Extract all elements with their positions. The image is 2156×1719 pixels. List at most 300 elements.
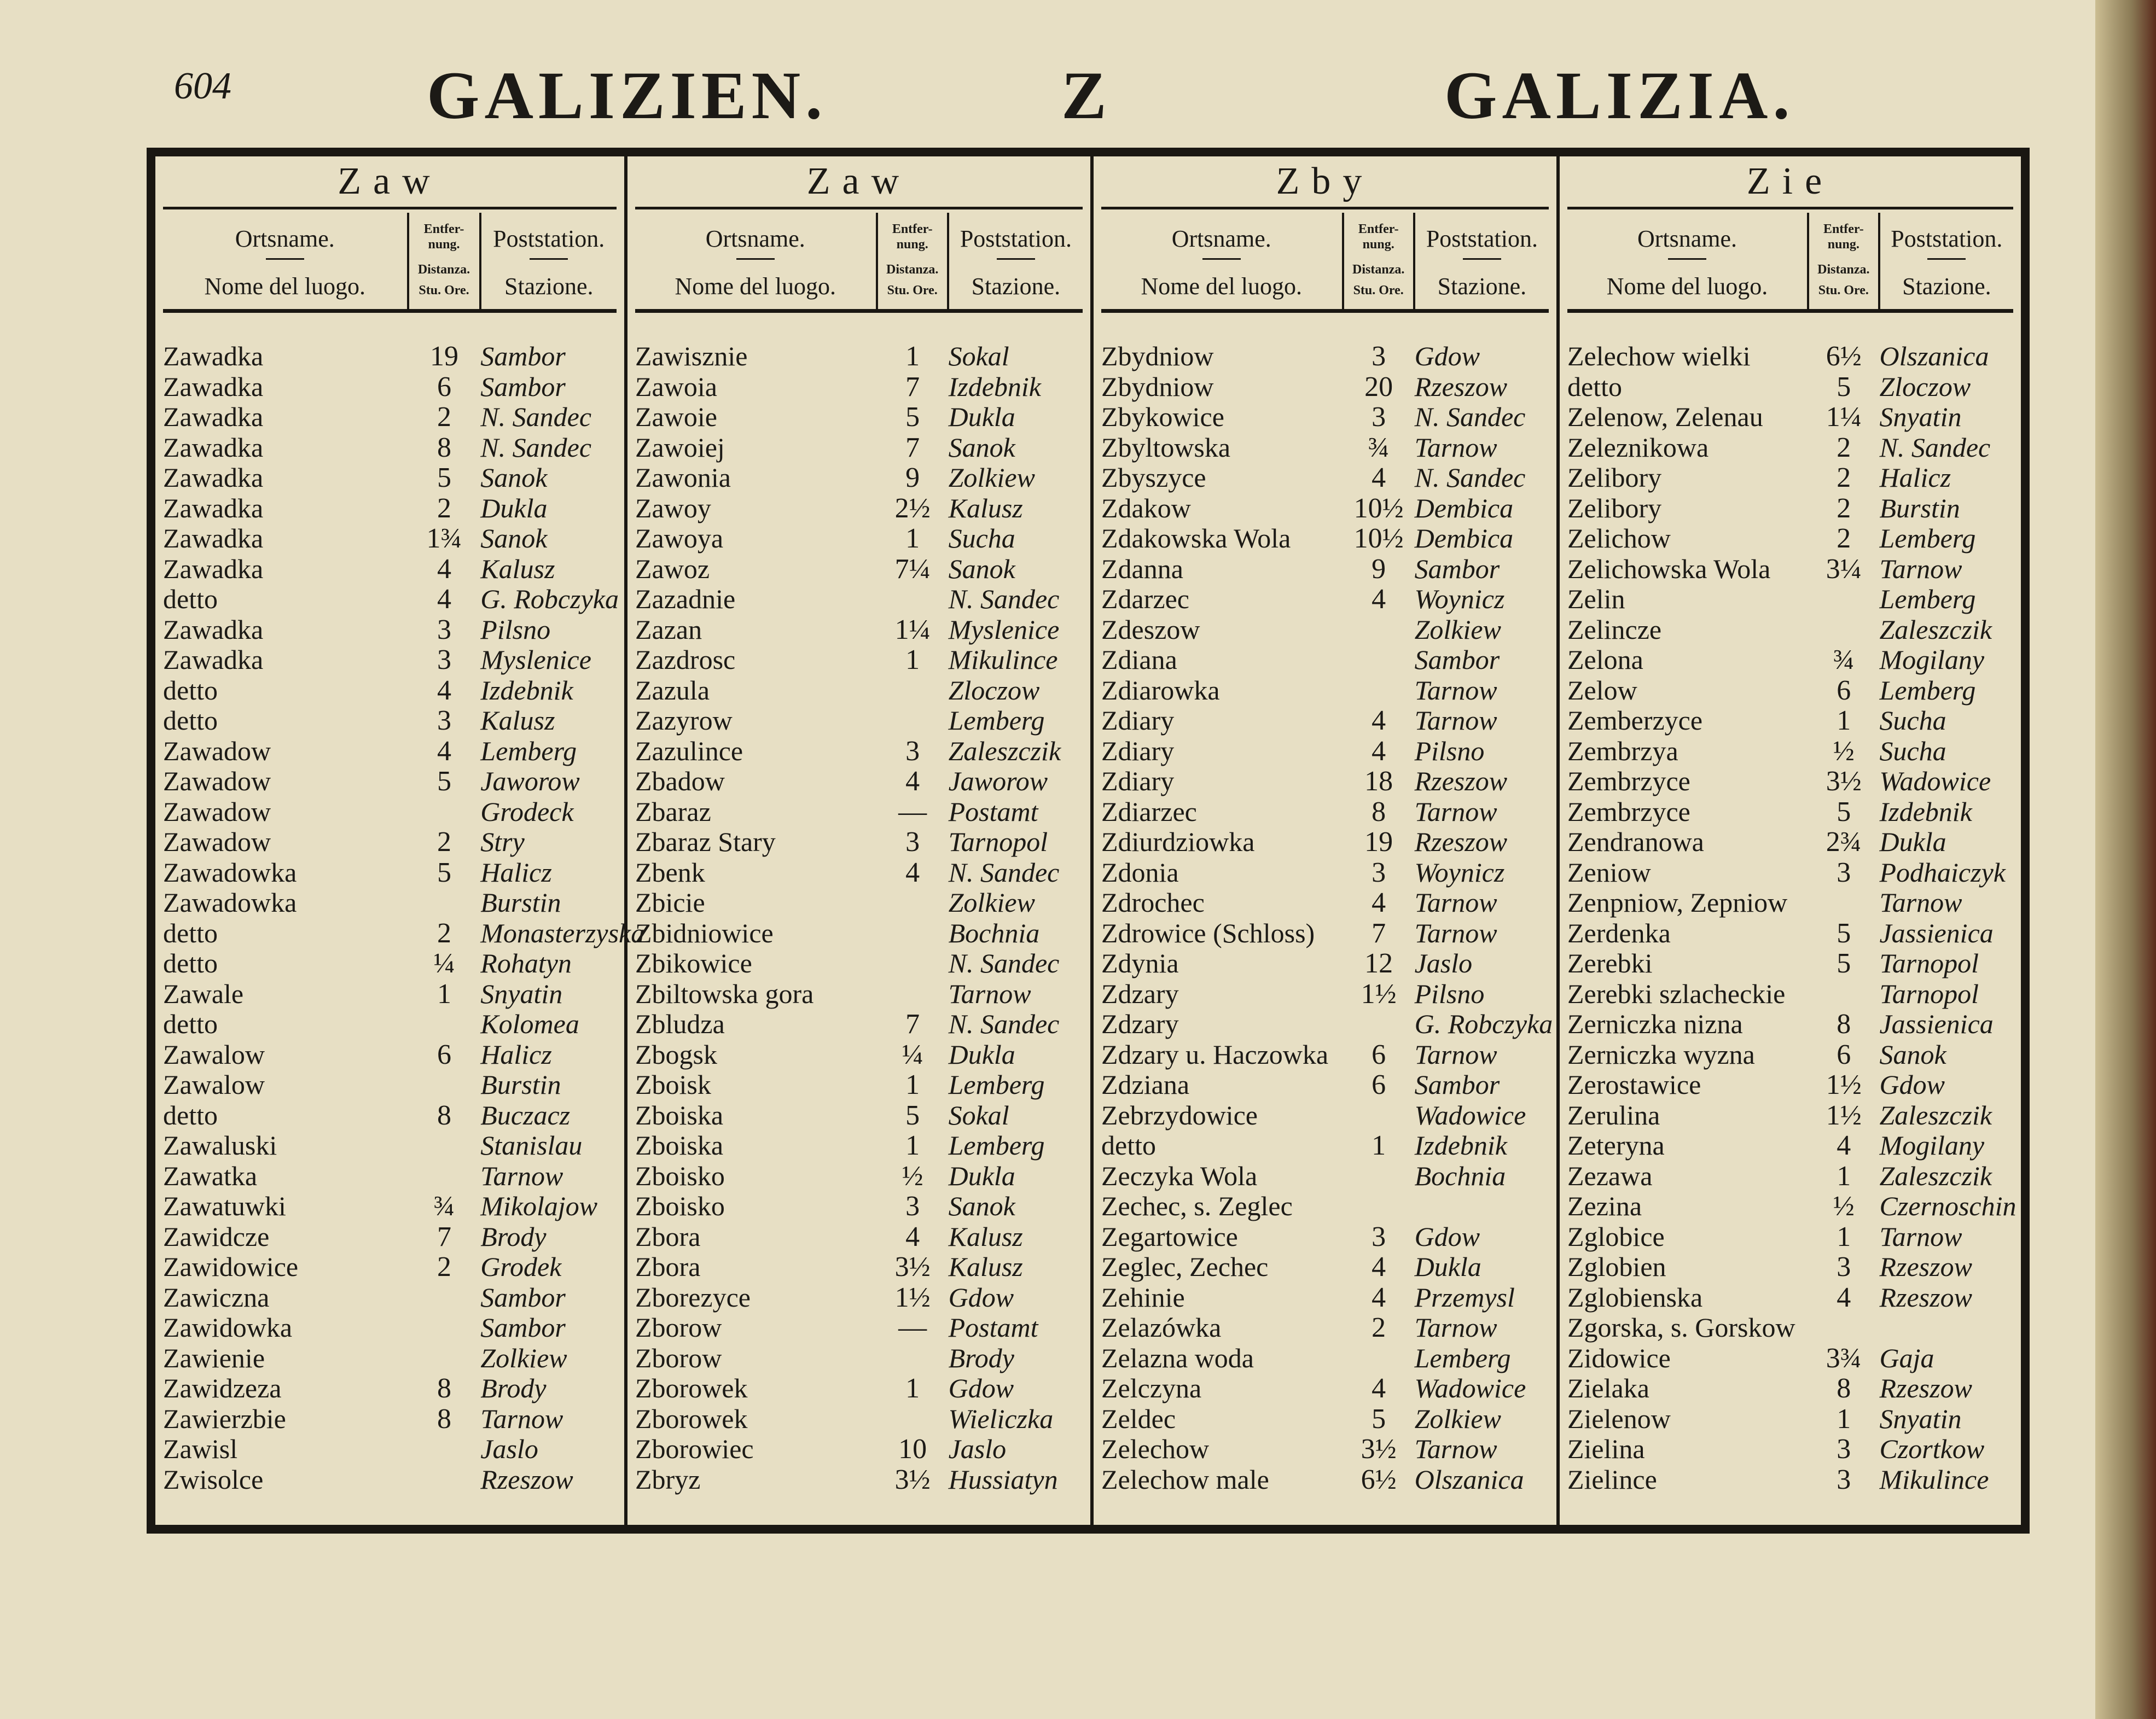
place-name: Zwisolce (163, 1464, 264, 1495)
place-name-header-it: Nome del luogo. (675, 273, 836, 300)
distance: 5 (905, 1099, 920, 1131)
post-station: Lemberg (1879, 584, 1976, 614)
table-row (1567, 1040, 2013, 1070)
distance (408, 1434, 481, 1465)
place-name: Zegartowice (1101, 1221, 1238, 1252)
post-station: Rzeszow (1414, 766, 1508, 796)
distance: 5 (1837, 796, 1851, 828)
table-row (635, 1373, 1083, 1404)
place-name: detto (163, 674, 218, 706)
distance: 3 (905, 735, 920, 767)
place-name: Zawisznie (635, 341, 748, 371)
table-row (1567, 827, 2013, 858)
post-station: Lemberg (948, 1069, 1045, 1100)
place-name: Zglobice (1567, 1221, 1665, 1252)
distance: 4 (1372, 705, 1386, 736)
place-name: detto (163, 948, 218, 978)
table-row (1101, 1191, 1549, 1222)
distance (1808, 615, 1879, 645)
place-name: Zbora (635, 1221, 701, 1252)
distance-header-units: Stu. Ore. (887, 283, 938, 298)
place-name: Zerostawice (1567, 1069, 1701, 1100)
page-edge (2095, 0, 2156, 1719)
post-station: Sanok (1879, 1039, 1946, 1070)
table-row (163, 645, 617, 675)
table-row (163, 797, 617, 828)
place-name: Zidowice (1567, 1342, 1671, 1373)
post-station-header (1880, 213, 2013, 309)
place-name: Zdzary u. Haczowka (1101, 1039, 1329, 1070)
distance-header-it: Distanza. (886, 263, 939, 277)
post-station: Rzeszow (1414, 826, 1508, 857)
post-station-header-de: Poststation. (493, 225, 605, 252)
distance (408, 1009, 481, 1040)
table-row (635, 888, 1083, 918)
place-name: Zbora (635, 1251, 701, 1282)
distance (408, 1283, 481, 1313)
post-station: Burstin (480, 1069, 561, 1100)
place-name: Zbidniowice (635, 917, 774, 948)
place-name: Zelechow wielki (1567, 341, 1751, 371)
table-row (163, 888, 617, 918)
place-name: Zeldec (1101, 1403, 1176, 1434)
place-name-header-it: Nome del luogo. (1141, 273, 1303, 300)
place-name: Zawadowka (163, 887, 297, 918)
table-row (635, 1343, 1083, 1374)
place-name: Zgorska, s. Gorskow (1567, 1312, 1795, 1343)
post-station: Sokal (948, 1099, 1009, 1131)
table-row (163, 948, 617, 979)
distance (408, 1070, 481, 1100)
place-name: Zeniow (1567, 856, 1651, 888)
post-station: Postamt (948, 1312, 1038, 1343)
table-row (163, 1283, 617, 1313)
table-row (1567, 402, 2013, 433)
table-row (1567, 948, 2013, 979)
table-row (163, 615, 617, 645)
distance: 2 (437, 917, 451, 949)
post-station: Sanok (480, 523, 548, 553)
table-row (635, 675, 1083, 706)
post-station: Olszanica (1414, 1464, 1524, 1495)
distance (1808, 1313, 1879, 1343)
table-row (1567, 736, 2013, 767)
table-row (635, 645, 1083, 675)
table-row (1101, 1222, 1549, 1252)
post-station: Lemberg (948, 1130, 1045, 1161)
distance: 5 (1837, 917, 1851, 949)
distance (877, 706, 949, 736)
table-row (1101, 1434, 1549, 1465)
distance (877, 584, 949, 615)
place-name: Zawienie (163, 1342, 265, 1373)
place-name: Zawoy (635, 492, 711, 523)
table-column (624, 156, 1090, 1525)
distance: 2 (437, 1251, 451, 1283)
distance: 8 (437, 1373, 451, 1404)
table-row (163, 827, 617, 858)
distance (877, 675, 949, 706)
place-name: Zdiary (1101, 735, 1175, 766)
place-name-header-it: Nome del luogo. (1606, 273, 1768, 300)
distance-header-it: Distanza. (417, 263, 470, 277)
post-station: Gaja (1879, 1342, 1934, 1373)
table-row (1567, 1343, 2013, 1374)
header-rule (1668, 258, 1706, 260)
post-station: Jaslo (948, 1434, 1007, 1464)
place-name: Zawadka (163, 523, 264, 553)
table-row (635, 615, 1083, 645)
distance: 2½ (894, 492, 931, 524)
post-station: Sucha (1879, 735, 1946, 766)
post-station: Olszanica (1879, 341, 1989, 371)
place-name: detto (1567, 371, 1622, 402)
distance-header (1809, 213, 1880, 309)
distance: 5 (1837, 371, 1851, 403)
table-row (163, 554, 617, 585)
table-row (635, 1313, 1083, 1343)
title-german: GALIZIEN. (427, 58, 828, 133)
post-station-header-de: Poststation. (1426, 225, 1538, 252)
post-station: N. Sandec (948, 1009, 1060, 1039)
place-name: Zelichowska Wola (1567, 553, 1771, 584)
distance: 19 (1364, 826, 1393, 858)
post-station: Zloczow (948, 674, 1040, 706)
distance-header-units: Stu. Ore. (419, 283, 469, 298)
distance (408, 1161, 481, 1192)
place-name: Zielince (1567, 1464, 1657, 1495)
table-row (635, 948, 1083, 979)
place-name: Zawoia (635, 371, 717, 402)
distance: 20 (1364, 371, 1393, 403)
distance: 3 (437, 705, 451, 736)
post-station: Sucha (948, 523, 1015, 553)
post-station-header-de: Poststation. (960, 225, 1072, 252)
distance: 1½ (1361, 978, 1397, 1010)
place-name: Zglobien (1567, 1251, 1666, 1282)
table-row (163, 1373, 617, 1404)
post-station: Gdow (1414, 341, 1480, 371)
place-name-header (1567, 213, 1809, 309)
place-name: Zawadka (163, 614, 264, 645)
distance: ¾ (1368, 432, 1390, 463)
table-row (1101, 1040, 1549, 1070)
post-station: Sanok (948, 553, 1015, 584)
post-station: Mikulince (948, 644, 1058, 675)
distance (1343, 675, 1415, 706)
place-name: Zeglec, Zechec (1101, 1251, 1269, 1282)
place-name: Zborowiec (635, 1434, 754, 1464)
table-row (1567, 463, 2013, 493)
table-row (1101, 918, 1549, 949)
distance: 4 (1372, 887, 1386, 918)
distance: 1 (1837, 1221, 1851, 1252)
distance: 7¼ (894, 553, 931, 585)
distance: 4 (437, 584, 451, 615)
post-station: Sokal (948, 341, 1009, 371)
post-station: Myslenice (480, 644, 591, 675)
distance: 4 (1837, 1281, 1851, 1313)
post-station: N. Sandec (480, 432, 592, 463)
place-name: Zawaluski (163, 1130, 277, 1161)
post-station: Tarnow (1879, 553, 1962, 584)
post-station: Wadowice (1879, 766, 1991, 796)
place-name-header-de: Ortsname. (1637, 225, 1737, 252)
post-station: Buczacz (480, 1099, 571, 1131)
distance: 1½ (1826, 1099, 1862, 1131)
table-row (163, 1343, 617, 1374)
table-row (635, 1222, 1083, 1252)
post-station: Rzeszow (1414, 371, 1508, 402)
table-row (635, 1070, 1083, 1100)
table-row (1567, 615, 2013, 645)
post-station: G. Robczyka (1414, 1009, 1553, 1039)
place-name: Zembrzyce (1567, 766, 1690, 796)
distance (1343, 645, 1415, 675)
place-name: Zdrochec (1101, 887, 1205, 918)
table-row (635, 1252, 1083, 1283)
post-station: Tarnopol (1879, 948, 1979, 978)
distance: 2 (437, 826, 451, 858)
distance: 4 (1372, 735, 1386, 767)
place-name: Zboiska (635, 1099, 724, 1131)
post-station: Lemberg (948, 705, 1045, 736)
post-station: Rzeszow (1879, 1281, 1972, 1313)
table-row (163, 1434, 617, 1465)
distance: 5 (905, 401, 920, 433)
distance: 10½ (1353, 492, 1404, 524)
post-station: Czortkow (1879, 1434, 1985, 1464)
table-row (1567, 1313, 2013, 1343)
distance: 4 (1372, 462, 1386, 493)
distance: ½ (902, 1160, 923, 1192)
distance: 4 (1372, 584, 1386, 615)
distance (1808, 979, 1879, 1010)
post-station: Sambor (1414, 644, 1500, 675)
place-name: Zdzary (1101, 978, 1179, 1009)
place-name: Zezina (1567, 1191, 1642, 1221)
place-name: Zawidowice (163, 1251, 299, 1282)
table-row (163, 1191, 617, 1222)
table-row (1567, 341, 2013, 372)
distance: 3¼ (1826, 553, 1862, 585)
table-row (635, 402, 1083, 433)
distance: 8 (437, 1099, 451, 1131)
post-station: Tarnow (1414, 432, 1497, 463)
place-name: Zerebki (1567, 948, 1653, 978)
place-name: Zawoz (635, 553, 710, 584)
gazetteer-table (147, 148, 2030, 1534)
place-name-header-it: Nome del luogo. (204, 273, 365, 300)
place-name: Zebrzydowice (1101, 1099, 1258, 1131)
place-name: detto (163, 917, 218, 948)
place-name: Zawadka (163, 644, 264, 675)
header-rule (736, 258, 775, 260)
distance: 2¾ (1826, 826, 1862, 858)
section-letter: Z (1061, 58, 1112, 133)
table-row (1567, 1404, 2013, 1435)
place-name: Zawierzbie (163, 1403, 286, 1434)
post-station: Podhaiczyk (1879, 856, 2006, 888)
post-station: Mikulince (1879, 1464, 1989, 1495)
distance (877, 918, 949, 949)
place-name-header (1101, 213, 1344, 309)
place-name: Zbykowice (1101, 401, 1224, 432)
distance: 1 (905, 644, 920, 675)
post-station: Kalusz (948, 1221, 1023, 1252)
table-row (1567, 554, 2013, 585)
table-row (163, 1313, 617, 1343)
table-row (1567, 888, 2013, 918)
distance-header-units: Stu. Ore. (1353, 283, 1404, 298)
table-row (635, 858, 1083, 888)
place-name: Zborezyce (635, 1281, 751, 1313)
table-row (635, 584, 1083, 615)
table-row (635, 918, 1083, 949)
place-name: Zerniczka nizna (1567, 1009, 1743, 1039)
post-station: Rzeszow (480, 1464, 573, 1495)
distance-header (878, 213, 949, 309)
place-name: Zawoie (635, 401, 717, 432)
distance: 2 (1837, 432, 1851, 463)
table-row (1101, 1465, 1549, 1495)
post-station: Halicz (480, 1039, 552, 1070)
table-row (163, 1222, 617, 1252)
distance (1343, 1009, 1415, 1040)
distance: 7 (905, 1009, 920, 1040)
table-row (1567, 797, 2013, 828)
post-station: Stanislau (480, 1130, 583, 1161)
post-station-header-de: Poststation. (1891, 225, 2003, 252)
post-station: Postamt (948, 796, 1038, 827)
place-name: Zdrowice (Schloss) (1101, 917, 1315, 948)
post-station: Wadowice (1414, 1373, 1526, 1403)
post-station: Tarnow (480, 1160, 563, 1191)
post-station: Snyatin (1879, 401, 1962, 432)
table-row (1101, 766, 1549, 797)
column-heading: Zby (1101, 156, 1549, 209)
post-station-header (949, 213, 1083, 309)
table-row (635, 1283, 1083, 1313)
place-name-header-de: Ortsname. (705, 225, 805, 252)
post-station: Tarnow (1414, 796, 1497, 827)
table-row (163, 584, 617, 615)
post-station: Zolkiew (948, 887, 1035, 918)
place-name: Zelin (1567, 584, 1625, 614)
table-row (1567, 918, 2013, 949)
distance: 4 (1372, 1373, 1386, 1404)
table-row (1101, 797, 1549, 828)
post-station: Lemberg (1879, 523, 1976, 553)
post-station: Zaleszczik (1879, 1160, 1992, 1191)
post-station: Sambor (1414, 553, 1500, 584)
distance: 1½ (894, 1281, 931, 1313)
post-station: Bochnia (1414, 1160, 1506, 1191)
place-name: Zerniczka wyzna (1567, 1039, 1755, 1070)
post-station-header-it: Stazione. (971, 273, 1061, 300)
place-name: Zbaraz (635, 796, 711, 827)
post-station: Tarnow (1414, 705, 1497, 736)
distance: 1 (1837, 1403, 1851, 1435)
table-row (163, 463, 617, 493)
distance: 5 (1372, 1403, 1386, 1435)
table-row (163, 372, 617, 403)
table-row (1567, 1009, 2013, 1040)
distance: 8 (437, 1403, 451, 1435)
place-name: Zdzary (1101, 1009, 1179, 1039)
post-station: Tarnow (480, 1403, 563, 1434)
place-name-header-de: Ortsname. (235, 225, 335, 252)
place-name: Zbryz (635, 1464, 701, 1495)
distance-header (409, 213, 481, 309)
place-name: Zbludza (635, 1009, 725, 1039)
place-name: Zawadka (163, 341, 264, 371)
post-station: Sambor (480, 1312, 566, 1343)
table-row (1101, 341, 1549, 372)
distance: 4 (1837, 1130, 1851, 1161)
place-name: Zelibory (1567, 492, 1662, 523)
distance-header (1344, 213, 1415, 309)
place-name: Zbikowice (635, 948, 752, 978)
page-number: 604 (174, 65, 231, 107)
distance: 19 (429, 341, 458, 372)
place-name-header (163, 213, 409, 309)
post-station: Sambor (480, 371, 566, 402)
place-name: Zeteryna (1567, 1130, 1665, 1161)
post-station: Tarnow (1414, 917, 1497, 948)
place-name: Zelincze (1567, 614, 1662, 645)
distance: 1¼ (894, 614, 931, 645)
place-name: Zglobienska (1567, 1281, 1703, 1313)
distance (1343, 615, 1415, 645)
distance: 8 (1837, 1009, 1851, 1040)
table-row (635, 1100, 1083, 1131)
place-name: Zendranowa (1567, 826, 1704, 857)
distance: 6 (437, 371, 451, 403)
table-row (163, 1161, 617, 1192)
post-station: Sucha (1879, 705, 1946, 736)
place-name: Zbogsk (635, 1039, 717, 1070)
table-row (635, 523, 1083, 554)
post-station: N. Sandec (948, 856, 1060, 888)
place-name: Zazan (635, 614, 702, 645)
table-row (635, 979, 1083, 1010)
place-name: Zelona (1567, 644, 1643, 675)
table-row (635, 736, 1083, 767)
distance (408, 1465, 481, 1495)
place-name: Zdiarzec (1101, 796, 1197, 827)
post-station: Pilsno (1414, 978, 1485, 1009)
post-station: Sambor (480, 341, 566, 371)
column-rows (635, 313, 1083, 1495)
place-name: detto (1101, 1130, 1156, 1161)
column-subheader (163, 213, 617, 313)
post-station: Zolkiew (1414, 614, 1501, 645)
post-station: Tarnopol (948, 826, 1048, 857)
place-name: Zdiary (1101, 766, 1175, 796)
place-name: Zawadowka (163, 856, 297, 888)
table-row (1567, 1283, 2013, 1313)
distance: 5 (437, 766, 451, 797)
post-station: Kalusz (948, 1251, 1023, 1282)
distance: 18 (1364, 766, 1393, 797)
post-station: Mogilany (1879, 644, 1985, 675)
post-station: Zolkiew (480, 1342, 567, 1373)
post-station-header-it: Stazione. (1902, 273, 1991, 300)
table-row (1567, 1222, 2013, 1252)
distance: 6 (1837, 1039, 1851, 1070)
place-name: Zawalow (163, 1039, 265, 1070)
